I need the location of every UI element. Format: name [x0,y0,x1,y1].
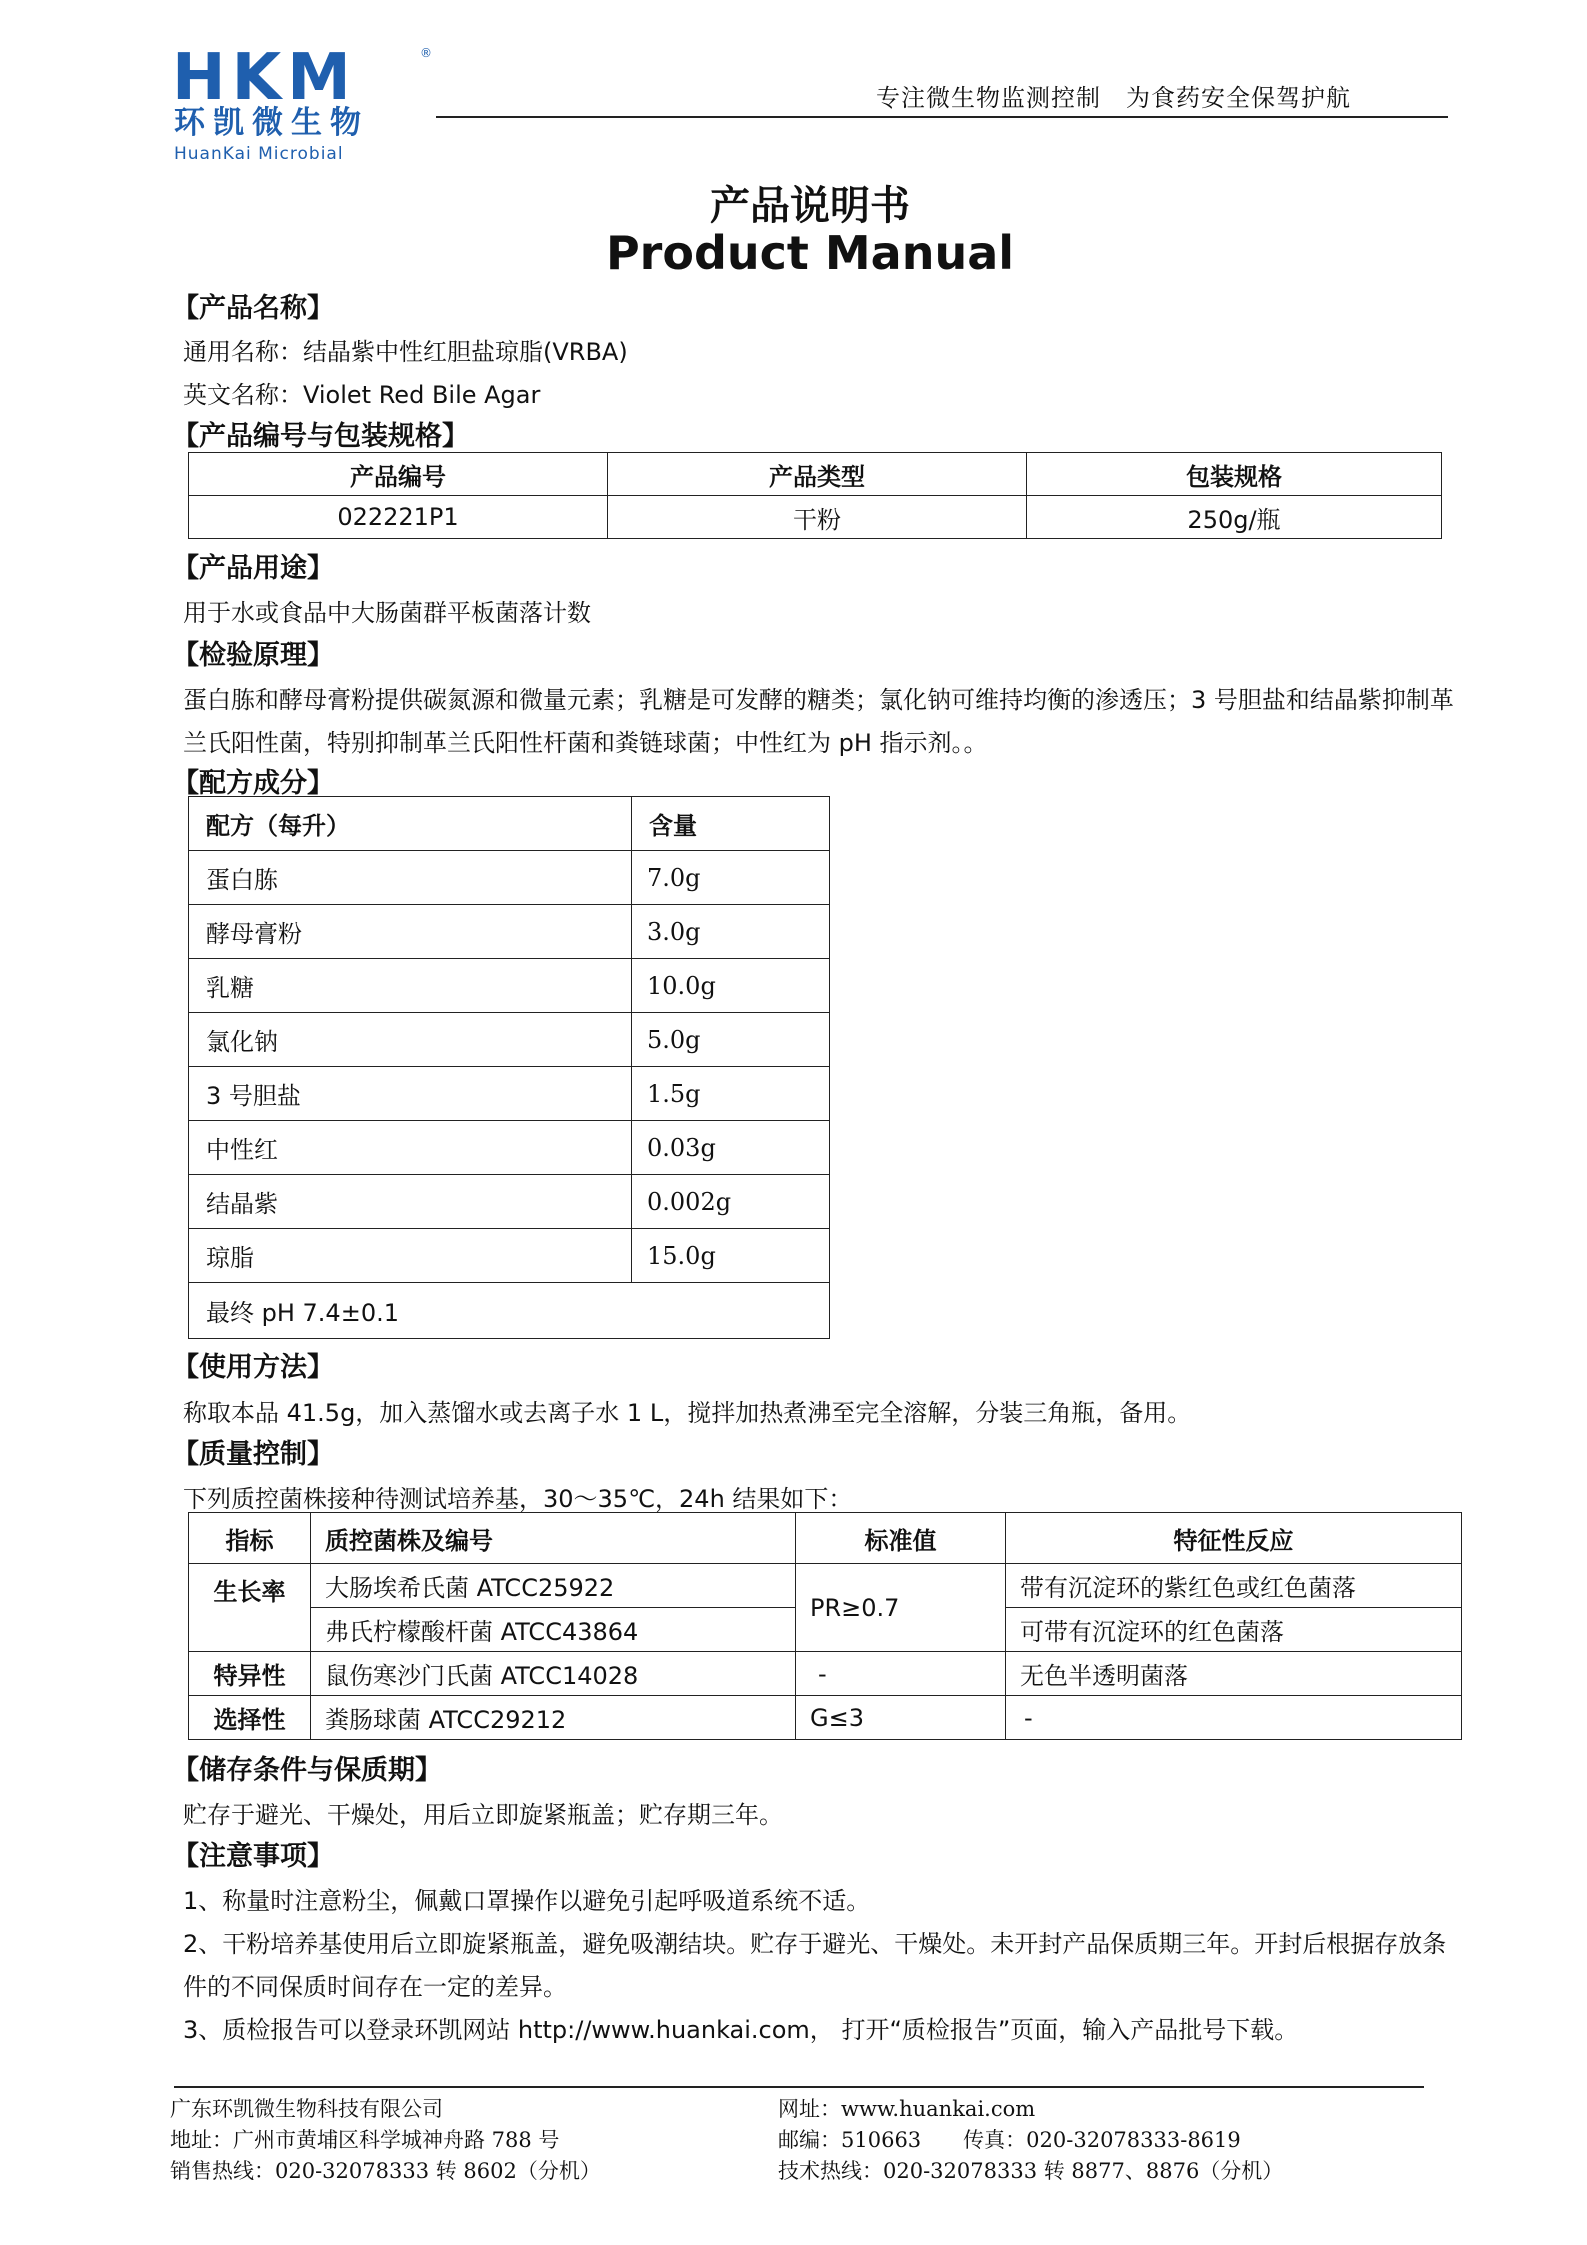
table-row [189,1564,1462,1608]
note-2-line2: 件的不同保质时间存在一定的差异。 [183,1973,567,2001]
table-row [189,1067,830,1121]
package-table [188,452,1442,539]
page-title-en: Product Manual [605,226,1015,280]
indicator-growth: 生长率 [189,1564,311,1652]
ingredient-name: 3 号胆盐 [189,1067,632,1121]
qc-intro: 下列质控菌株接种待测试培养基，30～35℃，24h 结果如下： [183,1485,853,1513]
table-header-cell: 质控菌株及编号 [311,1513,796,1564]
table-header-row [189,453,1442,496]
section-heading-formula: 【配方成分】 [172,768,334,799]
product-type: 干粉 [608,496,1027,539]
principle-text-line2: 兰氏阳性菌，特别抑制革兰氏阳性杆菌和粪链球菌；中性红为 pH 指示剂。。 [183,729,988,757]
table-header-cell: 包装规格 [1027,453,1442,496]
section-heading-storage: 【储存条件与保质期】 [172,1755,442,1786]
qc-strain: 粪肠球菌 ATCC29212 [311,1696,796,1740]
table-row [189,851,830,905]
section-heading-notes: 【注意事项】 [172,1841,334,1872]
table-row [189,959,830,1013]
footer-tech-hotline: 技术热线：020-32078333 转 8877、8876（分机） [778,2159,1284,2183]
ingredient-amount: 7.0g [632,851,830,905]
ingredient-name: 结晶紫 [189,1175,632,1229]
table-header-cell: 标准值 [796,1513,1006,1564]
section-heading-use: 【产品用途】 [172,553,334,584]
qc-reaction: - [1006,1696,1462,1740]
note-1: 1、称量时注意粉尘，佩戴口罩操作以避免引起呼吸道系统不适。 [183,1887,871,1915]
qc-strain: 鼠伤寒沙门氏菌 ATCC14028 [311,1652,796,1696]
table-row [189,1121,830,1175]
english-name: 英文名称：Violet Red Bile Agar [183,381,541,409]
product-code: 022221P1 [189,496,608,539]
qc-standard: - [796,1652,1006,1696]
logo-english-name: HuanKai Microbial [174,144,344,164]
ingredient-name: 蛋白胨 [189,851,632,905]
section-heading-principle: 【检验原理】 [172,640,334,671]
table-row [189,1229,830,1283]
table-row [189,905,830,959]
ingredient-amount: 1.5g [632,1067,830,1121]
indicator-specificity: 特异性 [189,1652,311,1696]
ingredient-amount: 10.0g [632,959,830,1013]
ingredient-amount: 15.0g [632,1229,830,1283]
header-slogan: 专注微生物监测控制 为食药安全保驾护航 [876,84,1351,112]
qc-reaction: 可带有沉淀环的红色菌落 [1006,1608,1462,1652]
logo-chinese-name: 环凯微生物 [174,105,369,141]
ingredient-amount: 5.0g [632,1013,830,1067]
indicator-selectivity: 选择性 [189,1696,311,1740]
qc-table [188,1512,1462,1740]
method-text: 称取本品 41.5g，加入蒸馏水或去离子水 1 L，搅拌加热煮沸至完全溶解，分装三角瓶，备用。 [183,1399,1192,1427]
package-spec: 250g/瓶 [1027,496,1442,539]
generic-name: 通用名称：结晶紫中性红胆盐琼脂(VRBA) [183,338,628,366]
principle-text-line1: 蛋白胨和酵母膏粉提供碳氮源和微量元素；乳糖是可发酵的糖类；氯化钠可维持均衡的渗透压；3 号胆盐和结晶紫抑制革 [183,686,1454,714]
table-header-cell: 产品编号 [189,453,608,496]
use-text: 用于水或食品中大肠菌群平板菌落计数 [183,599,591,627]
header-divider [436,116,1448,118]
ingredient-name: 乳糖 [189,959,632,1013]
table-header-cell: 产品类型 [608,453,1027,496]
company-logo [172,41,442,166]
footer-postcode-fax: 邮编：510663 传真：020-32078333-8619 [778,2128,1241,2152]
table-header-cell: 特征性反应 [1006,1513,1462,1564]
section-heading-method: 【使用方法】 [172,1352,334,1383]
ingredient-name: 酵母膏粉 [189,905,632,959]
qc-standard: G≤3 [796,1696,1006,1740]
ingredient-name: 中性红 [189,1121,632,1175]
section-heading-package: 【产品编号与包装规格】 [172,421,469,452]
qc-standard: PR≥0.7 [796,1564,1006,1652]
table-row [189,1652,1462,1696]
table-header-row [189,797,830,851]
ingredient-amount: 0.002g [632,1175,830,1229]
ingredient-amount: 0.03g [632,1121,830,1175]
registered-mark: ® [420,46,432,60]
footer-divider [174,2086,1424,2088]
footer-sales-hotline: 销售热线：020-32078333 转 8602（分机） [170,2159,601,2183]
table-header-cell: 配方（每升） [189,797,632,851]
table-header-cell: 指标 [189,1513,311,1564]
table-row [189,496,1442,539]
page-title-cn: 产品说明书 [710,183,910,229]
ingredient-name: 氯化钠 [189,1013,632,1067]
ingredient-name: 琼脂 [189,1229,632,1283]
section-heading-qc: 【质量控制】 [172,1439,334,1470]
table-row [189,1283,830,1339]
qc-strain: 弗氏柠檬酸杆菌 ATCC43864 [311,1608,796,1652]
note-3: 3、质检报告可以登录环凯网站 http://www.huankai.com， 打开“质检报告”页面，输入产品批号下载。 [183,2016,1299,2044]
table-row [189,1175,830,1229]
formula-table [188,796,830,1339]
storage-text: 贮存于避光、干燥处，用后立即旋紧瓶盖；贮存期三年。 [183,1801,783,1829]
section-heading-name: 【产品名称】 [172,293,334,324]
qc-reaction: 带有沉淀环的紫红色或红色菌落 [1006,1564,1462,1608]
qc-reaction: 无色半透明菌落 [1006,1652,1462,1696]
logo-mark: HKM [172,41,357,115]
table-header-cell: 含量 [632,797,830,851]
footer-company: 广东环凯微生物科技有限公司 [170,2097,443,2121]
table-header-row [189,1513,1462,1564]
footer-website: 网址：www.huankai.com [778,2097,1036,2121]
qc-strain: 大肠埃希氏菌 ATCC25922 [311,1564,796,1608]
ingredient-amount: 3.0g [632,905,830,959]
final-ph: 最终 pH 7.4±0.1 [189,1283,830,1339]
table-row [189,1013,830,1067]
footer-address: 地址：广州市黄埔区科学城神舟路 788 号 [170,2128,560,2152]
table-row [189,1696,1462,1740]
note-2-line1: 2、干粉培养基使用后立即旋紧瓶盖，避免吸潮结块。贮存于避光、干燥处。未开封产品保质期三年。开封后根据存放条 [183,1930,1447,1958]
